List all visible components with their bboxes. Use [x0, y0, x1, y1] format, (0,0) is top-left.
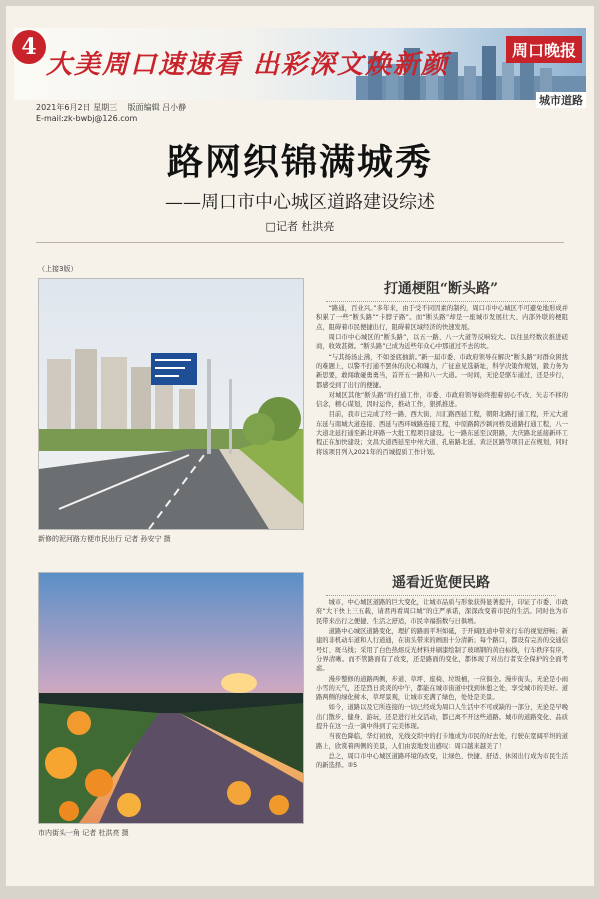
- paragraph: “与其扬汤止沸，不如釜底抽薪。”新一届市委、市政府领导在解决“断头路”对群众困扰的难题上，以警不打通不罢休的决心和魄力，广征意见选新址，科学决策作规划，毅力务为新思要，敢闯敢碰勇勇当，首开五一路和八一大道。一时间，无论是驱车通过，还是步行，都感受到了出行的便捷。: [316, 353, 568, 389]
- section-label: 城市道路: [536, 92, 586, 108]
- photo-city-street: [38, 572, 304, 824]
- issue-meta: [36, 102, 194, 113]
- issue-date: 2021年6月2日 星期三: [36, 103, 118, 112]
- article-byline: □记者 杜洪亮: [265, 220, 335, 233]
- photo-new-road: [38, 278, 304, 530]
- contact-email: E-mail:zk-bwbj@126.com: [36, 114, 138, 123]
- paragraph: 目前，我市已完成了经一路、西大街、川汇路西延工程，朝阳北路打通工程，开元大道东延与南城大道连接、西延与西环城路连接工程，中原路跨沙颍河桥及道路打通工程，八一大道北延打通至新北环路一大批工程项目建设。七一路东延至汉阳路，大庆路北延接新环工程正在加快建设；文昌大道西延至中州大道、孔庙路北延、黄泛区路等项目正在规划，同时将该项目列入2021年的百城提质工作计划。: [316, 411, 568, 456]
- page-editor: 版面编辑 吕小静: [127, 103, 187, 112]
- photo-caption: 新修的泥河路方便市民出行 记者 孙安宁 摄: [38, 535, 171, 543]
- newspaper-logo: 周口晚报: [506, 36, 582, 63]
- page-number-badge: 4: [12, 30, 46, 64]
- paragraph: “路通，百业兴。”多年来，由于受不同因素的制约，周口市中心城区不可避免地形成并积累了一些“断头路”“卡脖子路”。而“断头路”却是一座城市发展壮大、内部外联的梗阻点，阻碍着市民便捷出行，阻碍着区域经济的快速发展。: [316, 305, 568, 331]
- newspaper-page: [6, 6, 594, 886]
- paragraph: 道路中心城区道路变化，理扩的路面平坦如砥，于开阔匝道中带来行车的视觉舒畅；新建的非机动车道和人行道通，在街头带来的画面十分清新；每个路口，都设有完善的交通信号灯、斑马线；采用了白色热熔反光材料并刷漆绘制了玻璃钢的黄白标线，行车秩序有序，分界清晰。而不管路面有了改变，还是路面的变化，都体现了对出行者安全保护的全面考虑。: [316, 627, 568, 673]
- paragraph: 对城区其他“断头路”的打通工作，市委、市政府领导始终抱着初心不改、矢志不移的信念，精心谋划，因时运作，推动工作，狠抓推进。: [316, 391, 568, 409]
- article-headline: 路网织锦满城秀: [166, 141, 433, 183]
- paragraph: 城市，中心城区道路的巨大变化，让城市品质与形象获得显著提升，印证了市委、市政府“大干快上三五载，请君再看周口城”的庄严承诺，深深改变着市民的生活。同时也为市民带来出行之便捷、生活之舒适，市民幸福指数与日俱增。: [316, 599, 568, 625]
- paragraph: 周口市中心城区的“断头路”，以五一路、八一大道等反响较大。以往虽经数次推进磋商，收效甚微。“断头路”已成为近些年众心中那道过不去的坎。: [316, 333, 568, 351]
- photo-caption: 市内街头一角 记者 杜洪亮 摄: [38, 829, 129, 837]
- paragraph: 当夜色降临，华灯初放，光线交织中的打卡地成为市民的好去处，行驶在宽阔平坦的道路上，欣赏着两侧的美景，人们由衷地发出感叹：周口越来越美了！: [316, 733, 568, 750]
- divider: [36, 242, 564, 243]
- article-body: [316, 304, 568, 562]
- article-subheadline: ——周口市中心城区道路建设综述: [165, 192, 435, 213]
- paragraph: 如今，道路以及它所连接的一切已经成为周口人生活中不可或缺的一部分，无论是早晚出门散步、健身、游玩，还是进行社交活动，都已离不开这些道路。城市的道路变化、品质提升在这一点一滴中得到了完美体现。: [316, 704, 568, 731]
- continued-from-note: （上接3版）: [38, 265, 78, 273]
- article-body: [316, 598, 568, 858]
- paragraph: 漫步整修的道路两侧，步道、草坪、座椅、垃圾桶，一应俱全。漫步街头，无论是小雨小雪的天气，还是烈日炎炎的中午，都能在城市街道中找到休憩之处，享受城市的美好。道路两侧的绿化树木，草坪景观，让城市充满了绿色，处处是美景。: [316, 675, 568, 702]
- paragraph: 总之，周口市中心城区道路环境的改变，让绿色、快捷、舒适、休闲出行成为市民生活的新选择。②5: [316, 753, 568, 770]
- masthead-slogan: 大美周口速速看 出彩深文焕新颜: [46, 50, 450, 80]
- section-heading: 遥看近览便民路: [314, 572, 568, 596]
- section-heading: 打通梗阻“断头路”: [314, 278, 568, 302]
